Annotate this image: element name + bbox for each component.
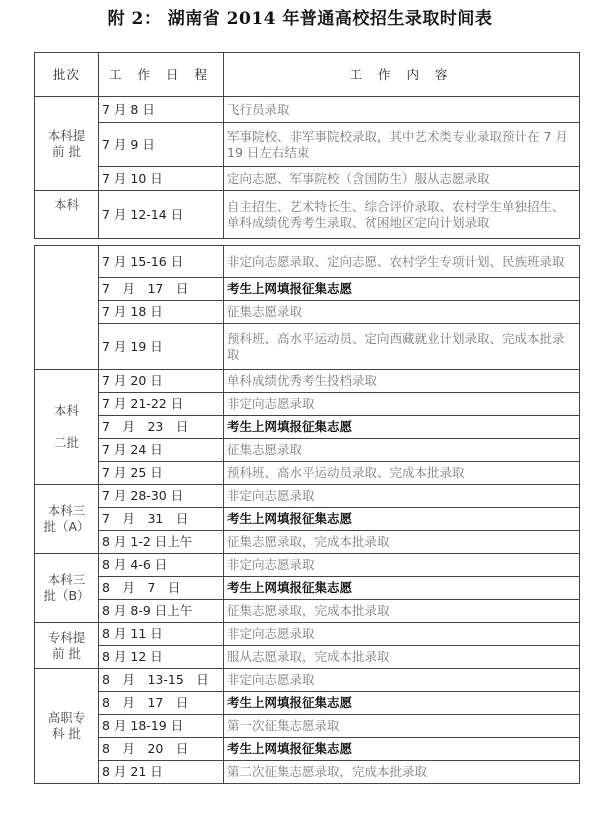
date-cell: 8 月 18-19 日	[99, 715, 224, 738]
content-cell: 征集志愿录取	[224, 439, 580, 462]
batch-cell-empty	[35, 246, 99, 370]
content-cell: 非定向志愿录取	[224, 485, 580, 508]
date-cell: 7 月 21-22 日	[99, 393, 224, 416]
batch-cell	[35, 97, 99, 191]
table-row	[35, 715, 580, 738]
date-cell: 7 月 8 日	[99, 97, 224, 123]
admission-schedule-table	[34, 52, 580, 784]
table-row	[35, 462, 580, 485]
content-cell: 非定向志愿录取	[224, 554, 580, 577]
table-row	[35, 416, 580, 439]
table-row	[35, 577, 580, 600]
content-cell: 非定向志愿录取	[224, 623, 580, 646]
content-cell: 单科成绩优秀考生投档录取	[224, 370, 580, 393]
content-cell: 第二次征集志愿录取，完成本批录取	[224, 761, 580, 784]
batch-label: 本科提 前 批	[47, 127, 86, 159]
date-cell: 7 月 17 日	[99, 278, 224, 301]
page-title: 附 2： 湖南省 2014 年普通高校招生录取时间表	[107, 9, 493, 29]
content-cell: 服从志愿录取，完成本批录取	[224, 646, 580, 669]
content-cell: 征集志愿录取	[224, 301, 580, 324]
batch-label: 本科三 批（B）	[43, 572, 90, 603]
content-cell: 第一次征集志愿录取	[224, 715, 580, 738]
batch-cell	[35, 669, 99, 784]
table-row	[35, 485, 580, 508]
content-cell: 考生上网填报征集志愿	[224, 416, 580, 439]
table-row	[35, 246, 580, 278]
date-cell: 7 月 10 日	[99, 167, 224, 191]
date-cell: 8 月 13-15 日	[99, 669, 224, 692]
content-cell: 考生上网填报征集志愿	[224, 692, 580, 715]
batch-label: 本科三 批（A）	[43, 503, 90, 534]
content-cell: 军事院校、非军事院校录取，其中艺术类专业录取预计在 7 月 19 日左右结束	[224, 123, 580, 167]
date-cell: 7 月 31 日	[99, 508, 224, 531]
date-cell: 8 月 7 日	[99, 577, 224, 600]
date-cell: 8 月 21 日	[99, 761, 224, 784]
header-batch: 批次	[35, 53, 99, 97]
table-row	[35, 531, 580, 554]
batch-label: 本科	[53, 197, 79, 212]
batch-cell	[35, 623, 99, 669]
batch-cell	[35, 554, 99, 623]
date-cell: 8 月 1-2 日上午	[99, 531, 224, 554]
content-cell: 自主招生、艺术特长生、综合评价录取、农村学生单独招生、单科成绩优秀考生录取、贫困地区定向计划录取	[224, 191, 580, 239]
content-cell: 征集志愿录取，完成本批录取	[224, 600, 580, 623]
batch-label: 本科 二批	[53, 403, 79, 450]
content-cell: 定向志愿、军事院校（含国防生）服从志愿录取	[224, 167, 580, 191]
table-row	[35, 439, 580, 462]
table-row	[35, 191, 580, 239]
table-row	[35, 600, 580, 623]
table-row	[35, 393, 580, 416]
date-cell: 8 月 4-6 日	[99, 554, 224, 577]
table-row	[35, 669, 580, 692]
table-gap	[35, 239, 580, 246]
table-row	[35, 761, 580, 784]
date-cell: 7 月 23 日	[99, 416, 224, 439]
content-cell: 考生上网填报征集志愿	[224, 278, 580, 301]
date-cell: 7 月 9 日	[99, 123, 224, 167]
table-row	[35, 623, 580, 646]
content-cell: 考生上网填报征集志愿	[224, 738, 580, 761]
date-cell: 7 月 15-16 日	[99, 246, 224, 278]
content-cell: 考生上网填报征集志愿	[224, 577, 580, 600]
table-row	[35, 97, 580, 123]
table-row	[35, 508, 580, 531]
date-cell: 8 月 8-9 日上午	[99, 600, 224, 623]
table-row	[35, 692, 580, 715]
date-cell: 8 月 12 日	[99, 646, 224, 669]
date-cell: 8 月 11 日	[99, 623, 224, 646]
table-row	[35, 278, 580, 301]
header-content: 工 作 内 容	[224, 53, 580, 97]
date-cell: 7 月 18 日	[99, 301, 224, 324]
date-cell: 7 月 20 日	[99, 370, 224, 393]
table-row	[35, 646, 580, 669]
content-cell: 非定向志愿录取	[224, 669, 580, 692]
table-row	[35, 554, 580, 577]
date-cell: 8 月 20 日	[99, 738, 224, 761]
content-cell: 考生上网填报征集志愿	[224, 508, 580, 531]
table-row	[35, 301, 580, 324]
table-row	[35, 370, 580, 393]
batch-label: 专科提 前 批	[47, 629, 86, 661]
date-cell: 7 月 25 日	[99, 462, 224, 485]
table-row	[35, 167, 580, 191]
content-cell: 预科班、高水平运动员、定向西藏就业计划录取、完成本批录取	[224, 324, 580, 370]
content-cell: 征集志愿录取，完成本批录取	[224, 531, 580, 554]
batch-cell	[35, 370, 99, 485]
batch-cell	[35, 485, 99, 554]
content-cell: 飞行员录取	[224, 97, 580, 123]
date-cell: 7 月 12-14 日	[99, 191, 224, 239]
date-cell: 8 月 17 日	[99, 692, 224, 715]
batch-cell	[35, 191, 99, 239]
content-cell: 非定向志愿录取、定向志愿、农村学生专项计划、民族班录取	[224, 246, 580, 278]
date-cell: 7 月 24 日	[99, 439, 224, 462]
table-row	[35, 123, 580, 167]
header-schedule: 工 作 日 程	[99, 53, 224, 97]
date-cell: 7 月 28-30 日	[99, 485, 224, 508]
table-row	[35, 738, 580, 761]
content-cell: 预科班、高水平运动员录取、完成本批录取	[224, 462, 580, 485]
date-cell: 7 月 19 日	[99, 324, 224, 370]
table-header-row	[35, 53, 580, 97]
table-row	[35, 324, 580, 370]
content-cell: 非定向志愿录取	[224, 393, 580, 416]
batch-label: 高职专 科 批	[47, 710, 86, 741]
